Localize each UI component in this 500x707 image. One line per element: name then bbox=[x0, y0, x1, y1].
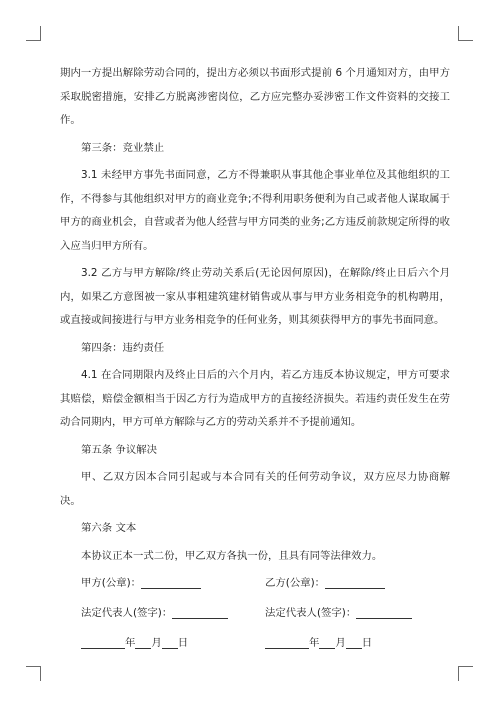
crop-mark-top-left bbox=[26, 26, 41, 41]
party-b-representative-label: 法定代表人(签字)： bbox=[265, 607, 357, 619]
party-b-representative bbox=[265, 600, 412, 626]
signature-row-date bbox=[60, 630, 450, 656]
crop-mark-top-right bbox=[458, 26, 473, 41]
party-a-seal bbox=[81, 570, 201, 596]
heading-article-4: 第四条：违约责任 bbox=[81, 341, 165, 354]
party-b-year-label: 年 bbox=[309, 637, 320, 649]
party-b-seal-blank[interactable] bbox=[325, 574, 385, 589]
party-b-year-blank[interactable] bbox=[265, 634, 309, 649]
party-b-representative-blank[interactable] bbox=[356, 604, 412, 619]
party-a-representative-label: 法定代表人(签字)： bbox=[81, 607, 173, 619]
party-b-month-label: 月 bbox=[335, 637, 346, 649]
party-b-seal-label: 乙方(公章)： bbox=[265, 577, 326, 589]
party-a-representative-blank[interactable] bbox=[172, 604, 228, 619]
paragraph-3-2: 3.2 乙方与甲方解除/终止劳动关系后(无论因何原因)，在解除/终止日后六个月内，如果乙方意图被一家从事粗建筑建材销售或从事与甲方业务相竞争的机构聘用，或直接或间接进行与甲方业务相竞争的任何业务，则其须获得甲方的事先书面同意。 bbox=[60, 267, 450, 326]
party-b-seal bbox=[265, 570, 385, 596]
crop-mark-bottom-right bbox=[458, 666, 473, 681]
party-a-day-label: 日 bbox=[177, 637, 189, 649]
paragraph-3-1: 3.1 未经甲方事先书面同意，乙方不得兼职从事其他企事业单位及其他组织的工作，不得参与其他组织对甲方的商业竞争;不得利用职务便利为自己或者他人谋取属于甲方的商业机会，自营或者为他人经营与甲方同类的业务;乙方违反前款规定所得的收入应当归甲方所有。 bbox=[60, 169, 450, 252]
party-a-seal-label: 甲方(公章)： bbox=[81, 577, 142, 589]
paragraph-4-1: 4.1 在合同期限内及终止日后的六个月内，若乙方违反本协议规定，甲方可要求其赔偿，赔偿金额相当于因乙方行为造成甲方的直接经济损失。若违约责任发生在劳动合同期内，甲方可单方解除与乙方的劳动关系并不予提前通知。 bbox=[60, 369, 450, 428]
heading-article-3: 第三条：竞业禁止 bbox=[81, 141, 165, 154]
party-a-day-blank[interactable] bbox=[162, 634, 178, 649]
paragraph-article-5: 甲、乙双方因本合同引起或与本合同有关的任何劳动争议，双方应尽力协商解决。 bbox=[60, 471, 450, 507]
paragraph-confidentiality-continued: 期内一方提出解除劳动合同的，提出方必须以书面形式提前 6 个月通知对方，由甲方采取脱密措施，安排乙方脱离涉密岗位，乙方应完整办妥涉密工作文件资料的交接工作。 bbox=[60, 67, 450, 126]
party-a-month-label: 月 bbox=[151, 637, 162, 649]
signature-row-seal bbox=[60, 570, 450, 596]
crop-mark-bottom-left bbox=[26, 666, 41, 681]
party-a-year-blank[interactable] bbox=[81, 634, 125, 649]
document-body bbox=[60, 62, 450, 656]
signature-row-representative bbox=[60, 600, 450, 626]
party-b-month-blank[interactable] bbox=[319, 634, 335, 649]
party-a-year-label: 年 bbox=[125, 637, 136, 649]
party-b-day-label: 日 bbox=[361, 637, 373, 649]
heading-article-5: 第五条 争议解决 bbox=[81, 443, 158, 456]
party-b-date bbox=[265, 630, 372, 656]
paragraph-article-6: 本协议正本一式二份，甲乙双方各执一份，且具有同等法律效力。 bbox=[81, 549, 383, 562]
party-b-day-blank[interactable] bbox=[346, 634, 362, 649]
party-a-month-blank[interactable] bbox=[135, 634, 151, 649]
party-a-date bbox=[81, 630, 188, 656]
party-a-representative bbox=[81, 600, 228, 626]
heading-article-6: 第六条 文本 bbox=[81, 522, 137, 534]
party-a-seal-blank[interactable] bbox=[141, 574, 201, 589]
